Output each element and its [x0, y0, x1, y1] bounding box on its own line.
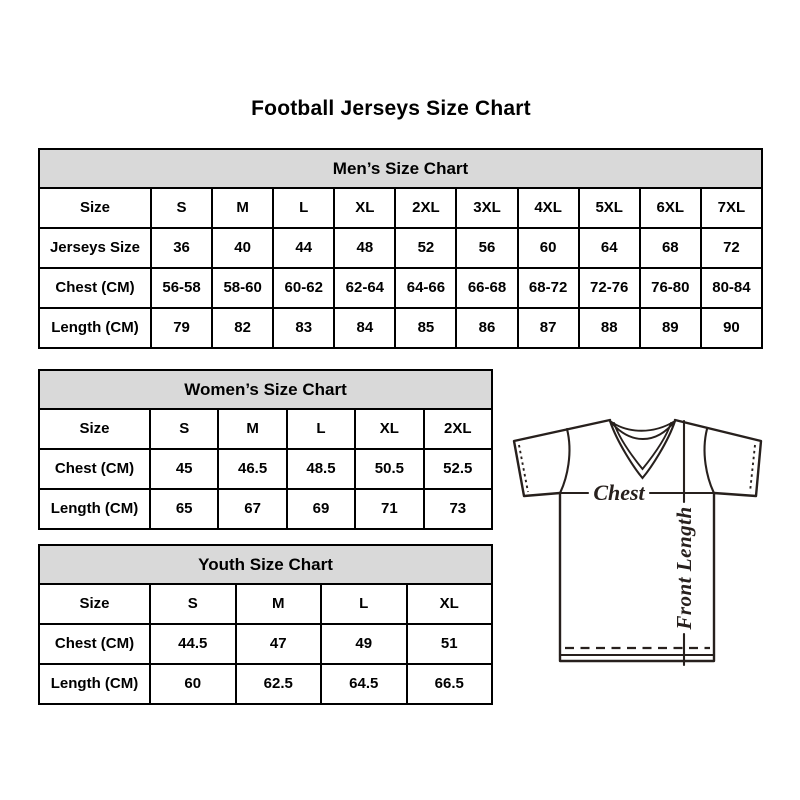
- column-header: M: [218, 409, 286, 449]
- column-header: XL: [355, 409, 423, 449]
- size-value-cell: 83: [273, 308, 334, 348]
- table-title-row: [39, 545, 492, 584]
- size-value-cell: 86: [456, 308, 517, 348]
- size-value-cell: 68: [640, 228, 701, 268]
- column-header: XL: [334, 188, 395, 228]
- size-value-cell: 48.5: [287, 449, 355, 489]
- corner-header: Size: [39, 188, 151, 228]
- column-header: S: [151, 188, 212, 228]
- chest-label: Chest: [593, 480, 645, 505]
- size-value-cell: 40: [212, 228, 273, 268]
- corner-header: Size: [39, 409, 150, 449]
- column-header: S: [150, 409, 218, 449]
- size-value-cell: 64: [579, 228, 640, 268]
- size-value-cell: 68-72: [518, 268, 579, 308]
- table-header-row: [39, 584, 492, 624]
- size-value-cell: 84: [334, 308, 395, 348]
- table-row: [39, 489, 492, 529]
- size-value-cell: 36: [151, 228, 212, 268]
- size-value-cell: 76-80: [640, 268, 701, 308]
- jersey-outline: [514, 420, 761, 661]
- size-value-cell: 73: [424, 489, 492, 529]
- size-value-cell: 60: [150, 664, 236, 704]
- column-header: 6XL: [640, 188, 701, 228]
- youth-size-table: [38, 544, 493, 705]
- mens-size-table: [38, 148, 763, 349]
- size-value-cell: 48: [334, 228, 395, 268]
- size-value-cell: 50.5: [355, 449, 423, 489]
- size-value-cell: 64-66: [395, 268, 456, 308]
- size-value-cell: 62.5: [236, 664, 322, 704]
- size-value-cell: 72: [701, 228, 762, 268]
- column-header: L: [287, 409, 355, 449]
- size-value-cell: 62-64: [334, 268, 395, 308]
- column-header: 4XL: [518, 188, 579, 228]
- size-value-cell: 49: [321, 624, 407, 664]
- size-value-cell: 66-68: [456, 268, 517, 308]
- size-value-cell: 65: [150, 489, 218, 529]
- size-value-cell: 79: [151, 308, 212, 348]
- size-value-cell: 46.5: [218, 449, 286, 489]
- size-value-cell: 85: [395, 308, 456, 348]
- row-label: Length (CM): [39, 664, 150, 704]
- size-value-cell: 47: [236, 624, 322, 664]
- size-value-cell: 64.5: [321, 664, 407, 704]
- size-value-cell: 90: [701, 308, 762, 348]
- row-label: Chest (CM): [39, 624, 150, 664]
- size-value-cell: 87: [518, 308, 579, 348]
- row-label: Jerseys Size: [39, 228, 151, 268]
- table-title: Men’s Size Chart: [39, 149, 762, 188]
- size-value-cell: 69: [287, 489, 355, 529]
- table-row: [39, 228, 762, 268]
- table-title: Youth Size Chart: [39, 545, 492, 584]
- table-row: [39, 268, 762, 308]
- size-value-cell: 56: [456, 228, 517, 268]
- column-header: L: [273, 188, 334, 228]
- size-value-cell: 60-62: [273, 268, 334, 308]
- table-row: [39, 308, 762, 348]
- size-value-cell: 60: [518, 228, 579, 268]
- column-header: 2XL: [395, 188, 456, 228]
- table-title: Women’s Size Chart: [39, 370, 492, 409]
- size-value-cell: 82: [212, 308, 273, 348]
- table-row: [39, 624, 492, 664]
- jersey-diagram: [504, 398, 778, 690]
- row-label: Chest (CM): [39, 449, 150, 489]
- size-value-cell: 52: [395, 228, 456, 268]
- column-header: S: [150, 584, 236, 624]
- row-label: Length (CM): [39, 308, 151, 348]
- column-header: 2XL: [424, 409, 492, 449]
- table-row: [39, 449, 492, 489]
- size-value-cell: 56-58: [151, 268, 212, 308]
- page-title: Football Jerseys Size Chart: [251, 97, 531, 120]
- size-value-cell: 45: [150, 449, 218, 489]
- column-header: 3XL: [456, 188, 517, 228]
- column-header: 5XL: [579, 188, 640, 228]
- column-header: L: [321, 584, 407, 624]
- table-header-row: [39, 409, 492, 449]
- size-value-cell: 80-84: [701, 268, 762, 308]
- size-value-cell: 44.5: [150, 624, 236, 664]
- womens-size-table: [38, 369, 493, 530]
- size-value-cell: 66.5: [407, 664, 493, 704]
- size-value-cell: 71: [355, 489, 423, 529]
- column-header: XL: [407, 584, 493, 624]
- size-value-cell: 88: [579, 308, 640, 348]
- table-row: [39, 664, 492, 704]
- size-value-cell: 72-76: [579, 268, 640, 308]
- corner-header: Size: [39, 584, 150, 624]
- row-label: Chest (CM): [39, 268, 151, 308]
- row-label: Length (CM): [39, 489, 150, 529]
- table-header-row: [39, 188, 762, 228]
- size-value-cell: 89: [640, 308, 701, 348]
- column-header: M: [212, 188, 273, 228]
- column-header: 7XL: [701, 188, 762, 228]
- size-value-cell: 51: [407, 624, 493, 664]
- column-header: M: [236, 584, 322, 624]
- table-title-row: [39, 149, 762, 188]
- size-value-cell: 67: [218, 489, 286, 529]
- size-value-cell: 58-60: [212, 268, 273, 308]
- front-length-label: Front Length: [672, 506, 696, 630]
- size-value-cell: 52.5: [424, 449, 492, 489]
- size-value-cell: 44: [273, 228, 334, 268]
- table-title-row: [39, 370, 492, 409]
